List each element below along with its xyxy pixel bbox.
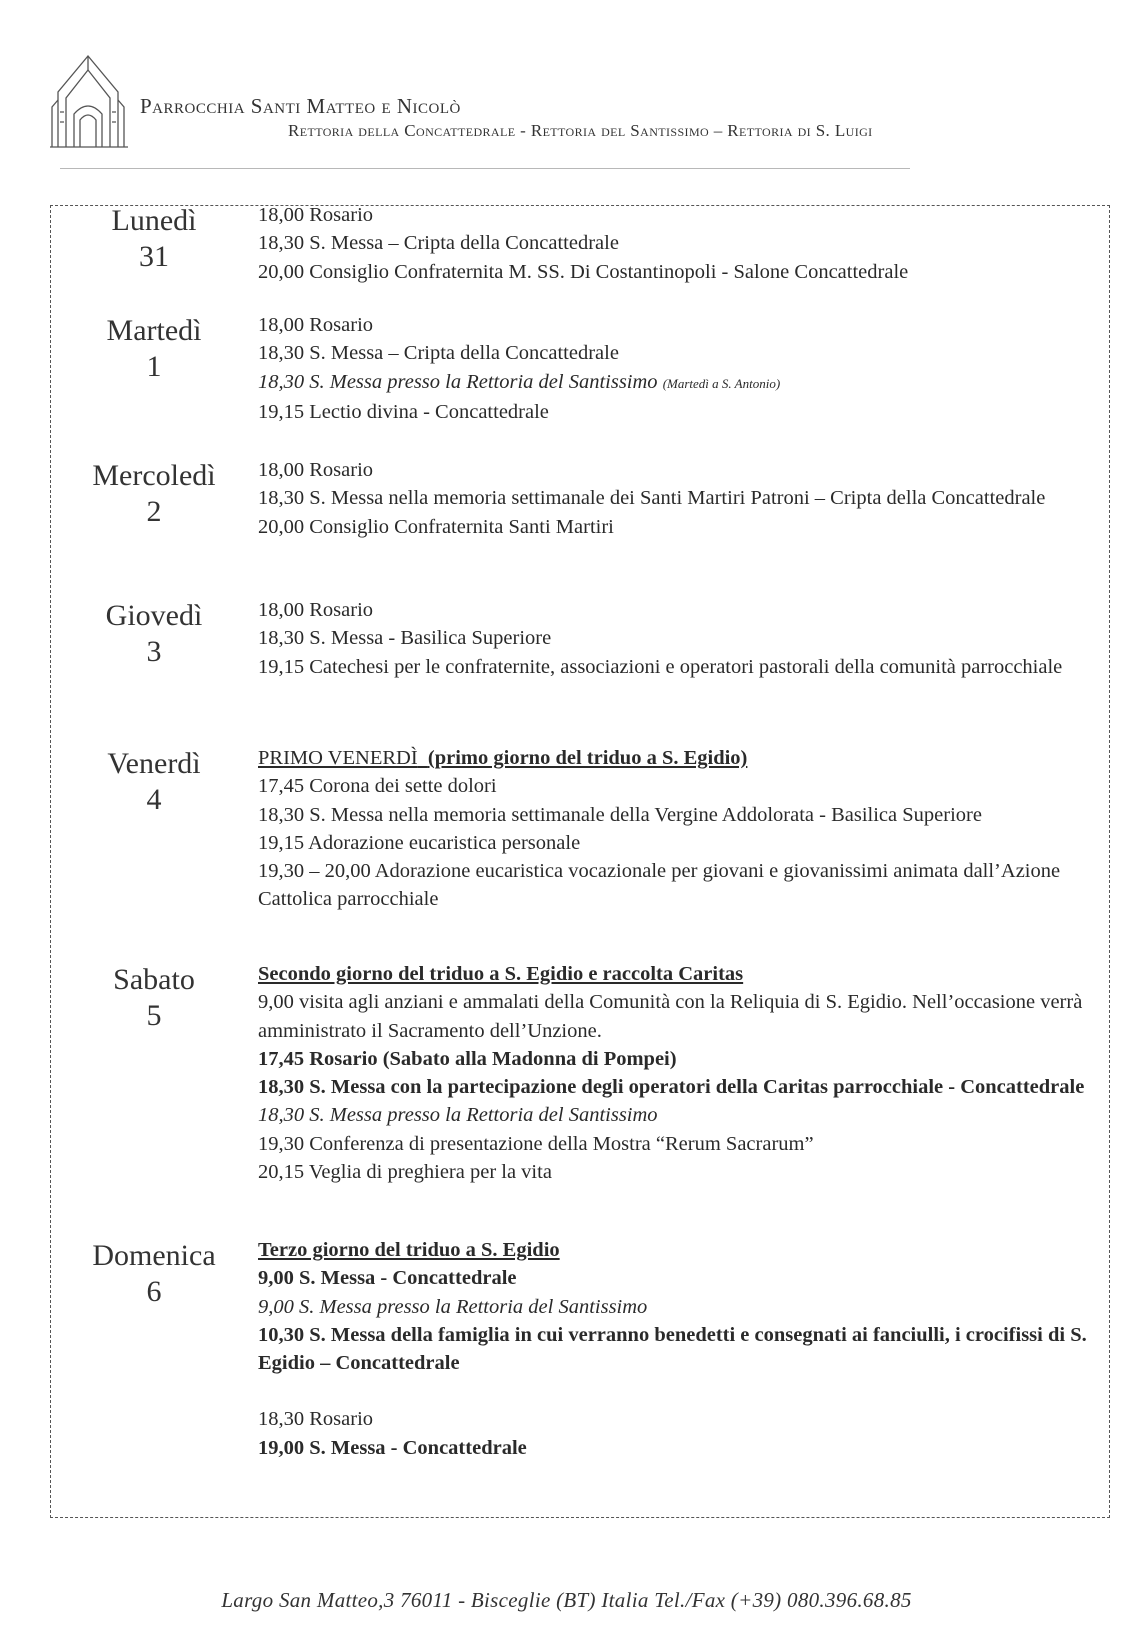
- event-item: 18,30 S. Messa con la partecipazione degli operatori della Caritas parrocchiale - Concattedrale: [258, 1076, 1085, 1099]
- event-item: 19,30 – 20,00 Adorazione eucaristica vocazionale per giovani e giovanissimi animata dall’Azione Cattolica parrocchiale: [258, 860, 1061, 911]
- event-item: 19,15 Adorazione eucaristica personale: [258, 831, 581, 854]
- day-number: 1: [146, 350, 162, 383]
- parish-title: Parrocchia Santi Matteo e Nicolò: [140, 94, 461, 118]
- event-item: 18,00 Rosario: [258, 204, 374, 226]
- event-list: [258, 201, 1088, 286]
- day-name: Domenica: [92, 1239, 216, 1272]
- event-item: 20,15 Veglia di preghiera per la vita: [258, 1161, 552, 1184]
- event-heading: [258, 744, 1088, 772]
- event-item: 18,30 S. Messa presso la Rettoria del Santissimo: [258, 1104, 658, 1127]
- day-name: Martedì: [106, 314, 202, 347]
- event-item: 9,00 S. Messa - Concattedrale: [258, 1267, 517, 1290]
- day-number: 5: [146, 999, 162, 1032]
- event-item: 20,00 Consiglio Confraternita M. SS. Di Costantinopoli - Salone Concattedrale: [258, 260, 909, 283]
- event-item: 18,30 S. Messa nella memoria settimanale della Vergine Addolorata - Basilica Superiore: [258, 803, 982, 826]
- event-item: 18,30 S. Messa nella memoria settimanale dei Santi Martiri Patroni – Cripta della Concattedrale: [258, 487, 1046, 510]
- event-text: 18,30 S. Messa presso la Rettoria del Santissimo: [258, 370, 658, 393]
- event-note: (Martedì a S. Antonio): [662, 375, 781, 391]
- event-list: [258, 311, 1088, 426]
- event-item: 18,30 S. Messa - Basilica Superiore: [258, 627, 552, 650]
- day-number: 6: [146, 1275, 162, 1308]
- event-item: 19,30 Conferenza di presentazione della Mostra “Rerum Sacrarum”: [258, 1132, 814, 1155]
- day-number: 31: [139, 240, 169, 273]
- event-item: 18,30 Rosario: [258, 1408, 374, 1431]
- event-item: 18,00 Rosario: [258, 314, 374, 336]
- parish-subtitle: Rettoria della Concattedrale - Rettoria del Santissimo – Rettoria di S. Luigi: [288, 121, 873, 140]
- event-item: 19,15 Lectio divina - Concattedrale: [258, 400, 549, 423]
- day-name: Venerdì: [107, 747, 201, 780]
- header-divider: [60, 168, 910, 169]
- day-name: Giovedì: [105, 599, 203, 632]
- day-number: 2: [146, 495, 162, 528]
- event-item: 20,00 Consiglio Confraternita Santi Martiri: [258, 515, 614, 538]
- event-item: 18,30 S. Messa – Cripta della Concattedrale: [258, 232, 619, 255]
- address-footer: Largo San Matteo,3 76011 - Bisceglie (BT) Italia Tel./Fax (+39) 080.396.68.85: [221, 1588, 912, 1612]
- event-item: 19,00 S. Messa - Concattedrale: [258, 1436, 527, 1459]
- heading-text-bold: (primo giorno del triduo a S. Egidio): [427, 747, 748, 769]
- day-name: Sabato: [113, 963, 195, 996]
- event-heading: Secondo giorno del triduo a S. Egidio e raccolta Caritas: [258, 963, 744, 985]
- event-item: 17,45 Rosario (Sabato alla Madonna di Pompei): [258, 1047, 677, 1070]
- heading-text: PRIMO VENERDÌ: [258, 747, 418, 769]
- day-name: Mercoledì: [92, 459, 216, 492]
- event-item: 17,45 Corona dei sette dolori: [258, 775, 497, 798]
- event-list: [258, 456, 1088, 541]
- event-item: 9,00 visita agli anziani e ammalati della Comunità con la Reliquia di S. Egidio. Nell’occasione verrà amministrato il Sacramento dell’Unzione.: [258, 991, 1083, 1042]
- day-number: 3: [146, 635, 162, 668]
- event-item: 18,30 S. Messa – Cripta della Concattedrale: [258, 342, 619, 365]
- event-item: 9,00 S. Messa presso la Rettoria del Santissimo: [258, 1295, 648, 1318]
- schedule-frame: [50, 205, 1110, 1518]
- church-logo-icon: [48, 52, 136, 152]
- event-heading: Terzo giorno del triduo a S. Egidio: [258, 1239, 560, 1261]
- event-item: 18,00 Rosario: [258, 459, 374, 481]
- letterhead: [48, 52, 1088, 162]
- event-item: [258, 368, 1088, 398]
- day-number: 4: [146, 783, 162, 816]
- event-item: 10,30 S. Messa della famiglia in cui verranno benedetti e consegnati ai fanciulli, i crocifissi di S. Egidio – Concattedrale: [258, 1323, 1087, 1375]
- event-list: [258, 1236, 1088, 1462]
- event-list: [258, 744, 1088, 914]
- event-item: 19,15 Catechesi per le confraternite, associazioni e operatori pastorali della comunità parrocchiale: [258, 655, 1063, 678]
- day-name: Lunedì: [111, 204, 197, 237]
- event-item: 18,00 Rosario: [258, 599, 374, 621]
- event-list: [258, 596, 1088, 681]
- event-list: [258, 960, 1088, 1186]
